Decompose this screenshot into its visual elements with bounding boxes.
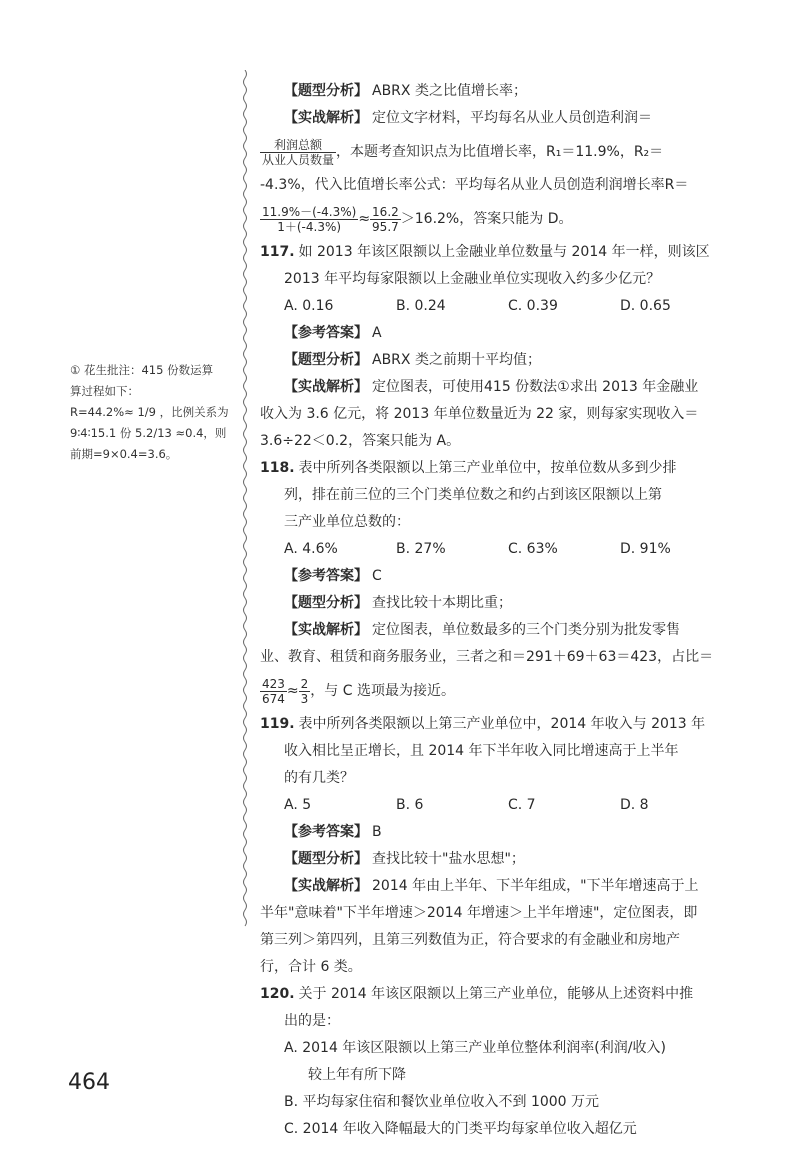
margin-divider bbox=[240, 70, 250, 1070]
option[interactable]: D. 8 bbox=[620, 797, 649, 813]
option[interactable]: C. 0.39 bbox=[508, 298, 558, 314]
line-text: ，与 C 选项最为接近。 bbox=[310, 683, 455, 699]
fraction-numerator: 16.2 bbox=[372, 204, 399, 219]
line-text: ABRX 类之比值增长率； bbox=[372, 83, 527, 99]
answer-line bbox=[260, 819, 750, 846]
line-text: ，本题考查知识点为比值增长率，R₁＝11.9%，R₂＝ bbox=[336, 144, 664, 160]
option[interactable]: D. 91% bbox=[620, 541, 671, 557]
question-text: 的有几类？ bbox=[284, 770, 354, 786]
line-text: 定位文字材料，平均每名从业人员创造利润＝ bbox=[372, 110, 652, 126]
text-line bbox=[260, 954, 750, 981]
main-content bbox=[260, 78, 750, 1143]
option[interactable]: B. 27% bbox=[396, 541, 446, 557]
text-line bbox=[260, 509, 750, 536]
line-text: 半年"意味着"下半年增速＞2014 年增速＞上半年增速"，定位图表，即 bbox=[260, 905, 698, 921]
text-line bbox=[260, 900, 750, 927]
formula-line bbox=[260, 671, 750, 711]
fraction-denominator: 3 bbox=[300, 691, 309, 706]
fraction-numerator: 423 bbox=[262, 676, 285, 691]
text-line bbox=[260, 765, 750, 792]
fraction bbox=[299, 677, 311, 706]
option[interactable]: C. 7 bbox=[508, 797, 536, 813]
question-118 bbox=[260, 455, 750, 482]
text-line bbox=[260, 347, 750, 374]
fraction-denominator: 从业人员数量 bbox=[262, 152, 335, 167]
line-text: 查找比较十本期比重； bbox=[372, 595, 512, 611]
option[interactable]: B. 0.24 bbox=[396, 298, 446, 314]
option[interactable]: A. 5 bbox=[284, 797, 312, 813]
section-tag: 【实战解析】 bbox=[284, 379, 368, 395]
fraction bbox=[260, 677, 287, 706]
section-tag: 【实战解析】 bbox=[284, 110, 368, 126]
answer-line bbox=[260, 320, 750, 347]
question-number: 119. bbox=[260, 716, 295, 732]
text-line bbox=[260, 846, 750, 873]
text-line bbox=[260, 172, 750, 199]
fraction bbox=[260, 138, 336, 167]
option-text: A. 2014 年该区限额以上第三产业单位整体利润率(利润/收入) bbox=[284, 1040, 666, 1056]
text-line bbox=[260, 590, 750, 617]
line-text: 查找比较十"盐水思想"； bbox=[372, 851, 525, 867]
option[interactable]: A. 0.16 bbox=[284, 298, 334, 314]
question-text: 2013 年平均每家限额以上金融业单位实现收入约多少亿元？ bbox=[284, 271, 661, 287]
line-text: 定位图表，可使用415 份数法①求出 2013 年金融业 bbox=[372, 379, 699, 395]
line-text: ABRX 类之前期十平均值； bbox=[372, 352, 541, 368]
line-text: -4.3%，代入比值增长率公式：平均每名从业人员创造利润增长率R＝ bbox=[260, 177, 689, 193]
section-tag: 【题型分析】 bbox=[284, 352, 368, 368]
approx-sign: ≈ bbox=[286, 683, 299, 699]
approx-sign: ≈ bbox=[358, 211, 371, 227]
option[interactable]: B. 6 bbox=[396, 797, 424, 813]
line-text: 定位图表，单位数最多的三个门类分别为批发零售 bbox=[372, 622, 680, 638]
question-text: 关于 2014 年该区限额以上第三产业单位，能够从上述资料中推 bbox=[298, 986, 694, 1002]
question-text: 表中所列各类限额以上第三产业单位中，按单位数从多到少排 bbox=[298, 460, 677, 476]
text-line bbox=[260, 78, 750, 105]
section-tag: 【题型分析】 bbox=[284, 595, 368, 611]
side-note-line: R=44.2%≈ 1/9 ，比例关系为 bbox=[70, 405, 229, 419]
option[interactable] bbox=[260, 1089, 750, 1116]
text-line bbox=[260, 927, 750, 954]
question-text: 如 2013 年该区限额以上金融业单位数量与 2014 年一样，则该区 bbox=[298, 244, 710, 260]
section-tag: 【参考答案】 bbox=[284, 568, 368, 584]
fraction-denominator: 674 bbox=[262, 691, 285, 706]
side-note-line: 前期=9×0.4=3.6。 bbox=[70, 447, 178, 461]
line-text: 第三列＞第四列，且第三列数值为正，符合要求的有金融业和房地产 bbox=[260, 932, 680, 948]
fraction-numerator: 11.9%－(-4.3%) bbox=[262, 204, 357, 219]
line-text: 行，合计 6 类。 bbox=[260, 959, 362, 975]
answer-value: A bbox=[372, 325, 382, 341]
text-line bbox=[260, 428, 750, 455]
option-text: C. 2014 年收入降幅最大的门类平均每家单位收入超亿元 bbox=[284, 1121, 637, 1137]
text-line bbox=[260, 617, 750, 644]
question-text: 表中所列各类限额以上第三产业单位中，2014 年收入与 2013 年 bbox=[298, 716, 706, 732]
fraction-numerator: 利润总额 bbox=[260, 138, 336, 153]
text-line bbox=[260, 401, 750, 428]
option[interactable]: D. 0.65 bbox=[620, 298, 671, 314]
line-text: 收入为 3.6 亿元，将 2013 年单位数量近为 22 家，则每家实现收入＝ bbox=[260, 406, 699, 422]
answer-value: C bbox=[372, 568, 382, 584]
text-line bbox=[260, 644, 750, 671]
question-number: 120. bbox=[260, 986, 295, 1002]
question-number: 118. bbox=[260, 460, 295, 476]
text-line bbox=[260, 266, 750, 293]
option[interactable] bbox=[260, 1116, 750, 1143]
side-note-line: 9∶4∶15.1 份 5.2/13 ≈0.4，则 bbox=[70, 426, 227, 440]
fraction-numerator: 2 bbox=[300, 676, 309, 691]
option-text: B. 平均每家住宿和餐饮业单位收入不到 1000 万元 bbox=[284, 1094, 600, 1110]
page-number: 464 bbox=[68, 1070, 110, 1095]
section-tag: 【实战解析】 bbox=[284, 878, 368, 894]
fraction bbox=[370, 205, 401, 234]
line-text: 2014 年由上半年、下半年组成，"下半年增速高于上 bbox=[372, 878, 699, 894]
side-note-line: ① 花生批注：415 份数运算 bbox=[70, 363, 214, 377]
section-tag: 【参考答案】 bbox=[284, 824, 368, 840]
answer-line bbox=[260, 563, 750, 590]
section-tag: 【题型分析】 bbox=[284, 83, 368, 99]
question-text: 三产业单位总数的： bbox=[284, 514, 410, 530]
fraction-denominator: 1＋(-4.3%) bbox=[277, 219, 342, 234]
question-number: 117. bbox=[260, 244, 295, 260]
side-note bbox=[70, 360, 235, 465]
question-120 bbox=[260, 981, 750, 1008]
section-tag: 【实战解析】 bbox=[284, 622, 368, 638]
line-text: ＞16.2%，答案只能为 D。 bbox=[400, 211, 573, 227]
line-text: 3.6÷22＜0.2，答案只能为 A。 bbox=[260, 433, 461, 449]
text-line bbox=[260, 374, 750, 401]
option[interactable]: C. 63% bbox=[508, 541, 558, 557]
option[interactable] bbox=[260, 1035, 750, 1062]
text-line bbox=[260, 738, 750, 765]
text-line bbox=[260, 482, 750, 509]
formula-line bbox=[260, 132, 750, 172]
formula-line bbox=[260, 199, 750, 239]
text-line bbox=[260, 105, 750, 132]
text-line bbox=[260, 873, 750, 900]
question-119 bbox=[260, 711, 750, 738]
line-text: 业、教育、租赁和商务服务业，三者之和＝291＋69＋63＝423，占比＝ bbox=[260, 649, 714, 665]
question-text: 出的是： bbox=[284, 1013, 340, 1029]
options-row bbox=[260, 536, 750, 563]
text-line bbox=[260, 1008, 750, 1035]
question-text: 列，排在前三位的三个门类单位数之和约占到该区限额以上第 bbox=[284, 487, 662, 503]
question-117 bbox=[260, 239, 750, 266]
option-text: 较上年有所下降 bbox=[308, 1067, 406, 1083]
section-tag: 【参考答案】 bbox=[284, 325, 368, 341]
options-row bbox=[260, 792, 750, 819]
question-text: 收入相比呈正增长，且 2014 年下半年收入同比增速高于上半年 bbox=[284, 743, 679, 759]
option[interactable]: A. 4.6% bbox=[284, 541, 338, 557]
answer-value: B bbox=[372, 824, 382, 840]
section-tag: 【题型分析】 bbox=[284, 851, 368, 867]
fraction bbox=[260, 205, 358, 234]
side-note-line: 算过程如下： bbox=[70, 384, 139, 398]
fraction-denominator: 95.7 bbox=[372, 219, 399, 234]
options-row bbox=[260, 293, 750, 320]
option-continuation bbox=[260, 1062, 750, 1089]
